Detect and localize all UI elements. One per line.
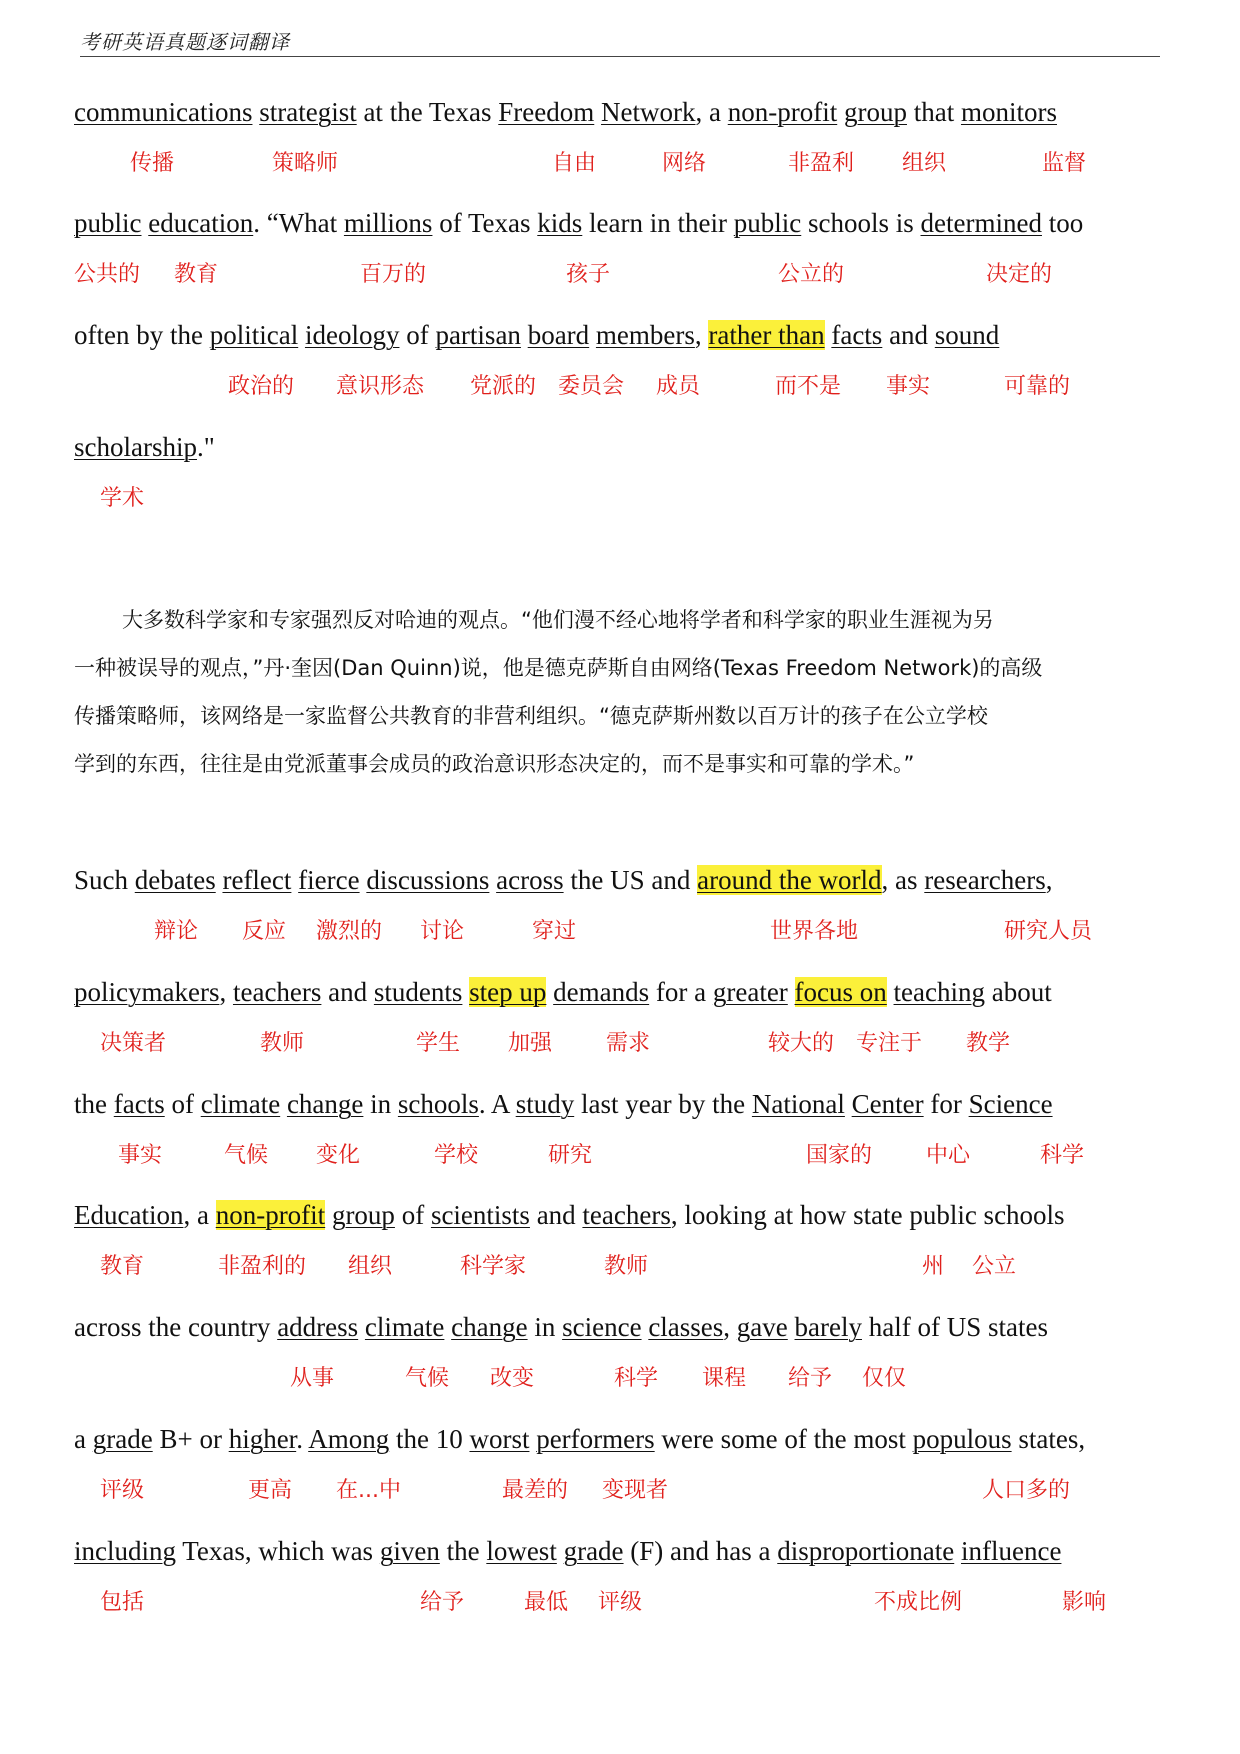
word-translation: 科学	[614, 1366, 659, 1391]
vocab-word: Network	[601, 97, 696, 127]
word-translation: 不成比例	[874, 1590, 963, 1615]
word-translation: 而不是	[775, 374, 842, 399]
english-line	[74, 1531, 1174, 1571]
word-translation: 学校	[434, 1143, 479, 1168]
word-translation: 影响	[1062, 1590, 1107, 1615]
plain-text: Such	[74, 865, 135, 895]
word-translation: 非盈利	[788, 151, 855, 176]
vocab-word: change	[451, 1312, 528, 1342]
plain-text: learn in their	[582, 208, 734, 238]
vocab-word: partisan	[435, 320, 521, 350]
word-translation: 学生	[416, 1031, 461, 1056]
translation-annotation-row	[0, 146, 1100, 182]
word-translation: 最差的	[502, 1478, 569, 1503]
english-line	[74, 860, 1174, 900]
vocab-word: group	[843, 97, 907, 127]
plain-text	[358, 1312, 365, 1342]
translation-annotation-row	[0, 1473, 1100, 1509]
english-line	[74, 1195, 1174, 1235]
plain-text: were some of the most	[654, 1424, 913, 1454]
translation-annotation-row	[0, 1138, 1100, 1174]
plain-text	[594, 97, 601, 127]
word-translation: 讨论	[420, 919, 465, 944]
vocab-word: address	[277, 1312, 359, 1342]
plain-text: ,	[694, 320, 709, 350]
word-translation: 反应	[242, 919, 287, 944]
word-translation: 在...中	[336, 1478, 401, 1503]
translation-annotation-row	[0, 914, 1100, 950]
plain-text: B+ or	[152, 1424, 229, 1454]
word-translation: 评级	[598, 1590, 643, 1615]
vocab-word: reflect	[222, 865, 292, 895]
word-translation: 教育	[100, 1254, 145, 1279]
plain-text: . A	[478, 1089, 516, 1119]
vocab-word: demands	[553, 977, 650, 1007]
word-translation: 州	[922, 1254, 945, 1279]
vocab-word: public	[733, 208, 802, 238]
plain-text: and	[529, 1200, 583, 1230]
plain-text	[280, 1089, 287, 1119]
vocab-word: grade	[92, 1424, 153, 1454]
word-translation: 专注于	[856, 1031, 923, 1056]
word-translation: 公立的	[778, 262, 845, 287]
word-translation: 给予	[420, 1590, 465, 1615]
english-line	[74, 427, 1174, 467]
word-translation: 成员	[656, 374, 701, 399]
word-translation: 从事	[290, 1366, 335, 1391]
vocab-word: Freedom	[498, 97, 595, 127]
translation-line: 大多数科学家和专家强烈反对哈迪的观点。“他们漫不经心地将学者和科学家的职业生涯视为另	[122, 608, 994, 632]
translation-annotation-row	[0, 1249, 1100, 1285]
word-translation: 仅仅	[862, 1366, 907, 1391]
word-translation: 激烈的	[316, 919, 383, 944]
vocab-word: debates	[134, 865, 216, 895]
word-translation: 课程	[702, 1366, 747, 1391]
vocab-word: scientists	[430, 1200, 530, 1230]
plain-text: , as	[881, 865, 925, 895]
english-line	[74, 92, 1174, 132]
word-translation: 最低	[524, 1590, 569, 1615]
word-translation: 学术	[100, 486, 145, 511]
plain-text: ,	[219, 977, 233, 1007]
vocab-word: Science	[968, 1089, 1053, 1119]
word-translation: 事实	[118, 1143, 163, 1168]
plain-text: ,	[723, 1312, 737, 1342]
word-translation: 可靠的	[1004, 374, 1071, 399]
word-translation: 决策者	[100, 1031, 167, 1056]
word-translation: 教师	[260, 1031, 305, 1056]
plain-text: . “What	[253, 208, 344, 238]
plain-text: Texas, which was	[176, 1536, 380, 1566]
plain-text: last year by the	[574, 1089, 752, 1119]
plain-text	[788, 1312, 795, 1342]
vocab-word: change	[286, 1089, 364, 1119]
vocab-word: monitors	[960, 97, 1057, 127]
word-translation: 策略师	[272, 151, 339, 176]
vocab-word: non-profit	[727, 97, 838, 127]
word-translation: 穿过	[532, 919, 577, 944]
vocab-word: climate	[200, 1089, 281, 1119]
word-translation: 气候	[405, 1366, 450, 1391]
word-translation: 事实	[886, 374, 931, 399]
word-translation: 需求	[606, 1031, 651, 1056]
plain-text	[837, 97, 844, 127]
vocab-word: researchers	[924, 865, 1046, 895]
word-translation: 辩论	[154, 919, 199, 944]
plain-text: the 10	[389, 1424, 470, 1454]
plain-text	[887, 977, 894, 1007]
vocab-word: teaching	[893, 977, 985, 1007]
word-translation: 教学	[966, 1031, 1011, 1056]
vocab-word: across	[496, 865, 564, 895]
english-line	[74, 1419, 1174, 1459]
plain-text: , a	[695, 97, 728, 127]
vocab-word: populous	[912, 1424, 1012, 1454]
vocab-word: schools	[397, 1089, 479, 1119]
plain-text: (F) and has a	[623, 1536, 778, 1566]
translation-annotation-row	[0, 1585, 1107, 1621]
vocab-word: grade	[563, 1536, 624, 1566]
plain-text: in	[363, 1089, 398, 1119]
word-translation: 意识形态	[336, 374, 425, 399]
vocab-word: Among	[308, 1424, 390, 1454]
plain-text: of Texas	[432, 208, 538, 238]
vocab-word: National	[751, 1089, 845, 1119]
plain-text	[557, 1536, 564, 1566]
vocab-word: discussions	[366, 865, 490, 895]
vocab-word: millions	[343, 208, 433, 238]
word-translation: 政治的	[228, 374, 295, 399]
plain-text: and	[321, 977, 374, 1007]
header-title: 考研英语真题逐词翻译	[80, 30, 290, 54]
word-translation: 人口多的	[982, 1478, 1071, 1503]
plain-text: a	[74, 1424, 93, 1454]
vocab-word: political	[209, 320, 299, 350]
vocab-word: higher	[228, 1424, 297, 1454]
word-translation: 孩子	[566, 262, 611, 287]
plain-text	[589, 320, 596, 350]
vocab-word: gave	[736, 1312, 788, 1342]
word-translation: 世界各地	[770, 919, 859, 944]
translation-line: 传播策略师，该网络是一家监督公共教育的非营利组织。“德克萨斯州数以百万计的孩子在公立学校	[74, 704, 988, 728]
vocab-word: Education	[74, 1200, 184, 1230]
vocab-word: disproportionate	[777, 1536, 955, 1566]
word-translation: 研究	[548, 1143, 593, 1168]
english-line	[74, 203, 1174, 243]
highlighted-phrase: around the world	[697, 865, 882, 895]
plain-text: for	[923, 1089, 969, 1119]
plain-text: across the country	[74, 1312, 278, 1342]
translation-annotation-row	[0, 481, 1100, 517]
vocab-word: policymakers	[74, 977, 220, 1007]
word-translation: 评级	[100, 1478, 145, 1503]
word-translation: 传播	[130, 151, 175, 176]
vocab-word: including	[74, 1536, 176, 1566]
plain-text: the	[439, 1536, 487, 1566]
highlighted-phrase: step up	[469, 977, 547, 1007]
word-translation: 教师	[604, 1254, 649, 1279]
vocab-word: facts	[113, 1089, 165, 1119]
vocab-word: worst	[469, 1424, 530, 1454]
highlighted-phrase: non-profit	[215, 1200, 326, 1230]
vocab-word: sound	[934, 320, 1000, 350]
vocab-word: education	[148, 208, 254, 238]
word-translation: 变化	[316, 1143, 361, 1168]
vocab-word: barely	[794, 1312, 862, 1342]
plain-text: often by the	[74, 320, 210, 350]
vocab-word: fierce	[298, 865, 360, 895]
word-translation: 气候	[224, 1143, 269, 1168]
plain-text: of	[399, 320, 436, 350]
vocab-word: climate	[364, 1312, 445, 1342]
vocab-word: classes	[648, 1312, 724, 1342]
word-translation: 科学	[1040, 1143, 1085, 1168]
plain-text	[298, 320, 305, 350]
vocab-word: scholarship	[74, 432, 197, 462]
highlighted-phrase: focus on	[794, 977, 887, 1007]
plain-text: for a	[649, 977, 713, 1007]
plain-text: the	[74, 1089, 114, 1119]
chinese-translation-paragraph	[74, 596, 1166, 788]
highlighted-phrase: rather than	[708, 320, 825, 350]
plain-text	[845, 1089, 852, 1119]
word-translation: 党派的	[470, 374, 537, 399]
page-header	[80, 22, 1160, 57]
english-line	[74, 1307, 1174, 1347]
vocab-word: students	[373, 977, 463, 1007]
plain-text: half of US states	[861, 1312, 1048, 1342]
vocab-word: teachers	[582, 1200, 671, 1230]
vocab-word: members	[595, 320, 695, 350]
vocab-word: teachers	[232, 977, 322, 1007]
vocab-word: science	[562, 1312, 642, 1342]
word-translation: 科学家	[460, 1254, 527, 1279]
word-translation: 自由	[552, 151, 597, 176]
word-translation: 研究人员	[1004, 919, 1093, 944]
english-line	[74, 315, 1174, 355]
word-translation: 百万的	[360, 262, 427, 287]
vocab-word: communications	[74, 97, 253, 127]
plain-text: in	[527, 1312, 563, 1342]
vocab-word: group	[331, 1200, 395, 1230]
word-translation: 改变	[490, 1366, 535, 1391]
vocab-word: given	[379, 1536, 440, 1566]
plain-text: and	[882, 320, 935, 350]
plain-text	[954, 1536, 961, 1566]
word-translation: 组织	[348, 1254, 393, 1279]
vocab-word: determined	[920, 208, 1042, 238]
word-translation: 决定的	[986, 262, 1053, 287]
plain-text: of	[394, 1200, 431, 1230]
translation-line: 学到的东西，往往是由党派董事会成员的政治意识形态决定的，而不是事实和可靠的学术。”	[74, 752, 915, 776]
plain-text: that	[906, 97, 961, 127]
word-translation: 教育	[174, 262, 219, 287]
word-translation: 更高	[248, 1478, 293, 1503]
plain-text: too	[1041, 208, 1084, 238]
plain-text: , a	[183, 1200, 216, 1230]
plain-text: states,	[1011, 1424, 1086, 1454]
vocab-word: strategist	[259, 97, 357, 127]
vocab-word: performers	[536, 1424, 655, 1454]
translation-annotation-row	[0, 1026, 1100, 1062]
vocab-word: ideology	[304, 320, 400, 350]
vocab-word: board	[527, 320, 590, 350]
word-translation: 监督	[1042, 151, 1087, 176]
translation-annotation-row	[0, 257, 1100, 293]
plain-text: ."	[196, 432, 215, 462]
word-translation: 公共的	[74, 262, 141, 287]
plain-text: of	[164, 1089, 201, 1119]
vocab-word: greater	[712, 977, 788, 1007]
plain-text	[521, 320, 528, 350]
vocab-word: study	[515, 1089, 575, 1119]
word-translation: 组织	[902, 151, 947, 176]
word-translation: 委员会	[558, 374, 625, 399]
word-translation: 网络	[662, 151, 707, 176]
vocab-word: kids	[537, 208, 583, 238]
english-line	[74, 972, 1174, 1012]
english-line	[74, 1084, 1174, 1124]
vocab-word: public	[74, 208, 142, 238]
plain-text: at the Texas	[356, 97, 499, 127]
word-translation: 变现者	[602, 1478, 669, 1503]
word-translation: 公立	[972, 1254, 1017, 1279]
plain-text	[325, 1200, 332, 1230]
word-translation: 加强	[508, 1031, 553, 1056]
plain-text: the US and	[563, 865, 698, 895]
word-translation: 较大的	[768, 1031, 835, 1056]
vocab-word: lowest	[486, 1536, 557, 1566]
translation-annotation-row	[0, 1361, 1100, 1397]
plain-text: schools is	[801, 208, 921, 238]
vocab-word: influence	[960, 1536, 1062, 1566]
vocab-word: Center	[851, 1089, 924, 1119]
word-translation: 给予	[788, 1366, 833, 1391]
plain-text: , looking at how state public schools	[670, 1200, 1065, 1230]
plain-text: about	[985, 977, 1052, 1007]
word-translation: 非盈利的	[218, 1254, 307, 1279]
translation-annotation-row	[0, 369, 1100, 405]
word-translation: 中心	[926, 1143, 971, 1168]
plain-text: ,	[1045, 865, 1053, 895]
word-translation: 国家的	[806, 1143, 873, 1168]
vocab-word: facts	[831, 320, 883, 350]
word-translation: 包括	[100, 1590, 145, 1615]
plain-text: .	[296, 1424, 309, 1454]
plain-text	[788, 977, 795, 1007]
translation-line: 一种被误导的观点，”丹·奎因(Dan Quinn)说，他是德克萨斯自由网络(Texas Freedom Network)的高级	[74, 656, 1043, 680]
